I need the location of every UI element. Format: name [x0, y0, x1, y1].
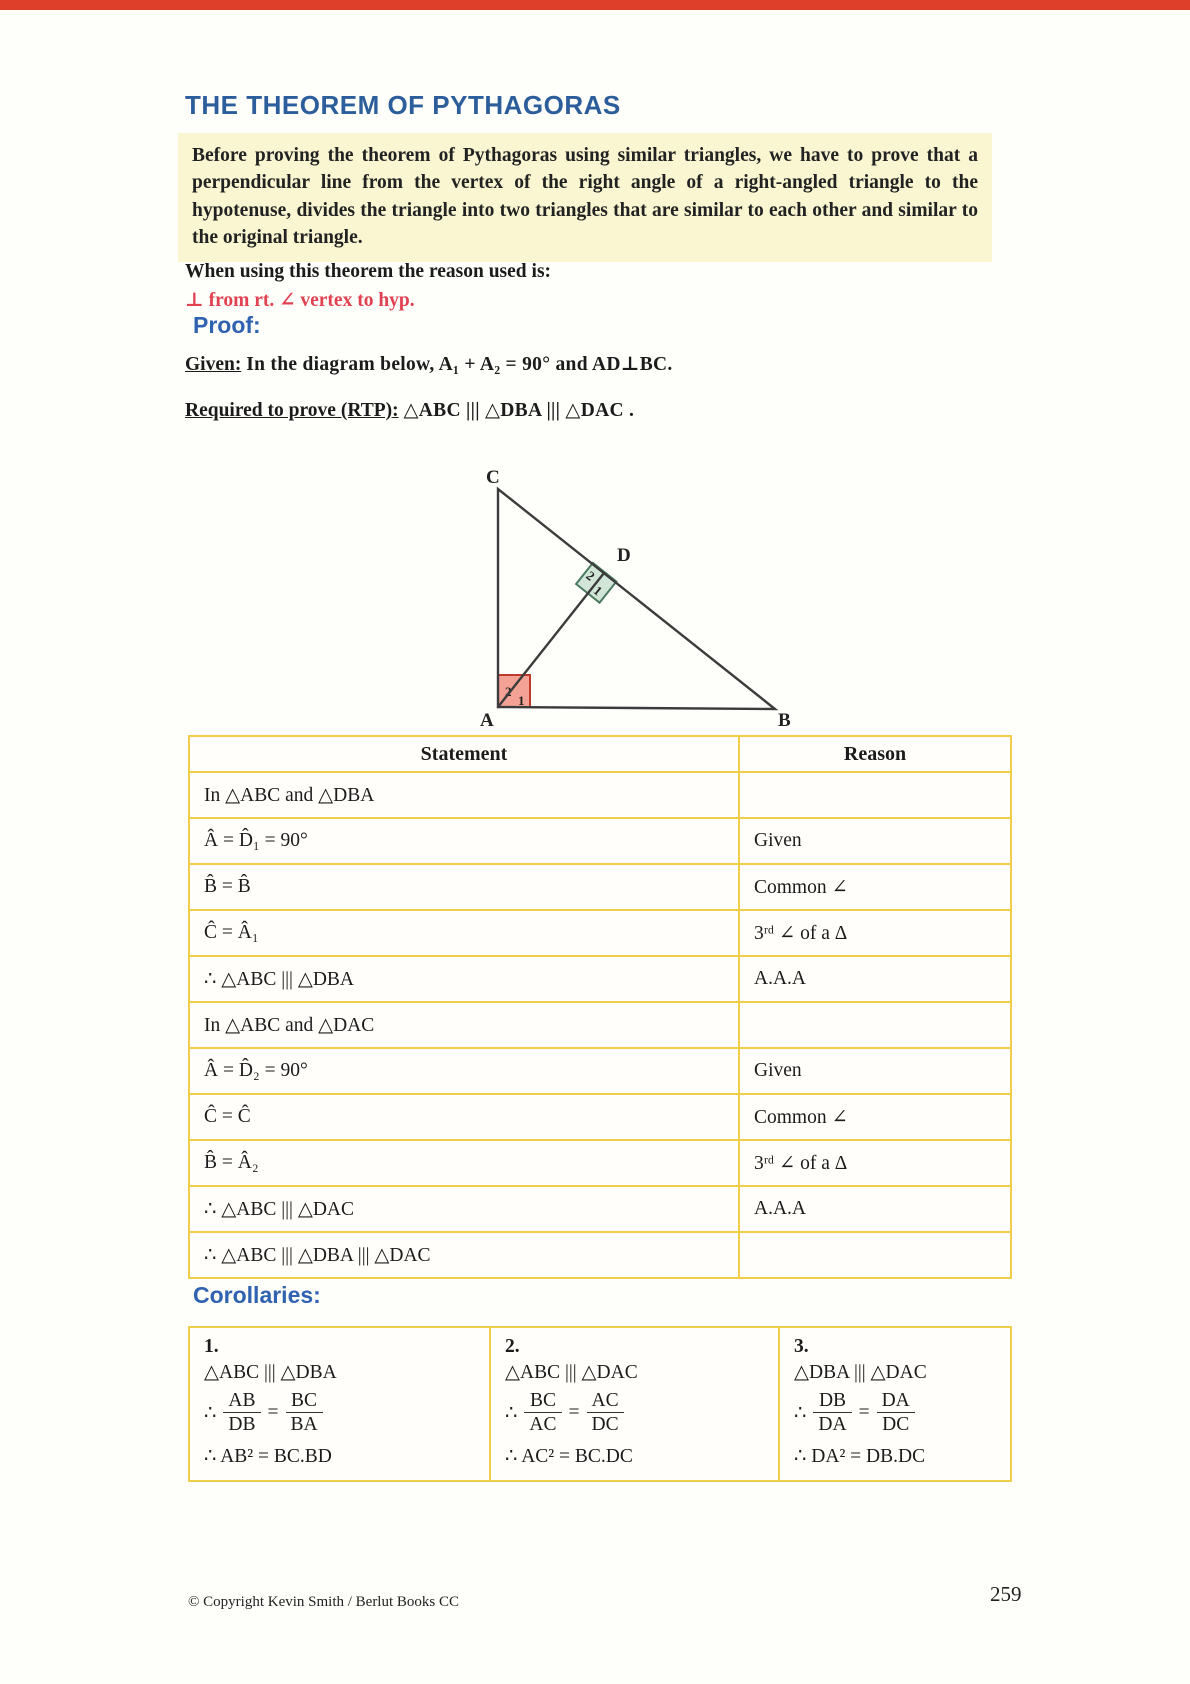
angle-2-label-at-a: 2: [505, 684, 512, 699]
statement-cell: Ĉ = Â₁: [189, 910, 739, 956]
angle-2-label-at-d: 2: [583, 567, 598, 584]
given-label: Given:: [185, 354, 242, 375]
proof-heading: Proof:: [193, 312, 261, 338]
statement-cell: Â = D̂₁ = 90°: [189, 818, 739, 864]
altitude-ad: [498, 573, 604, 707]
equals-sign: =: [568, 1401, 580, 1423]
statement-cell: ∴ △ABC ||| △DBA ||| △DAC: [189, 1232, 739, 1278]
table-row: [189, 910, 1011, 956]
reason-cell: Given: [739, 818, 1011, 864]
reason-cell: Common ∠: [739, 864, 1011, 910]
corollary-proportion: [204, 1390, 479, 1436]
corollaries-table: [188, 1326, 1010, 1482]
vertex-label-c: C: [486, 467, 500, 488]
statement-header: Statement: [189, 736, 739, 772]
right-angle-marker-a: [498, 675, 530, 708]
reason-cell: A.A.A: [739, 1186, 1011, 1232]
reason-cell: 3ʳᵈ ∠ of a Δ: [739, 910, 1011, 956]
corollary-similarity: △ABC ||| △DBA: [204, 1362, 337, 1383]
vertex-label-d: D: [617, 545, 631, 566]
intro-text: Before proving the theorem of Pythagoras using similar triangles, we have to prove that a perpendicular line from the vertex of the right angle of a right-angled triangle to the hypotenuse, divides the triangle into two triangles that are similar to each other and similar to the original triangle.: [192, 145, 978, 248]
table-row: [189, 1186, 1011, 1232]
fraction-right: $\frac{DA}{DC}$: [877, 1390, 915, 1436]
reason-cell: Common ∠: [739, 1094, 1011, 1140]
therefore-symbol: ∴: [505, 1402, 518, 1424]
therefore-symbol: ∴: [204, 1402, 217, 1424]
table-row: [189, 1140, 1011, 1186]
table-row: [189, 772, 1011, 818]
table-row: [189, 956, 1011, 1002]
top-edge-bar: [0, 0, 1190, 10]
statement-cell: ∴ △ABC ||| △DBA: [189, 956, 739, 1002]
corollary-similarity: △ABC ||| △DAC: [505, 1362, 638, 1383]
fraction-left: $\frac{DB}{DA}$: [813, 1390, 851, 1436]
therefore-symbol: ∴: [794, 1402, 807, 1424]
statement-cell: B̂ = Â₂: [189, 1140, 739, 1186]
triangle-diagram: [420, 432, 850, 732]
table-row: [189, 1094, 1011, 1140]
corollary-number: 2.: [505, 1336, 520, 1357]
fraction-left: $\frac{BC}{AC}$: [524, 1390, 561, 1436]
reason-header: Reason: [739, 736, 1011, 772]
equals-sign: =: [858, 1401, 870, 1423]
statement-cell: In △ABC and △DBA: [189, 772, 739, 818]
reason-cell: [739, 1002, 1011, 1048]
triangle-diagram-svg: [420, 432, 850, 732]
table-header-row: [189, 736, 1011, 772]
reason-cell: [739, 1232, 1011, 1278]
corollary-proportion: [505, 1390, 768, 1436]
reason-cell: Given: [739, 1048, 1011, 1094]
corollary-number: 1.: [204, 1336, 219, 1357]
proof-table: [188, 735, 1010, 1279]
angle-1-label-at-a: 1: [518, 693, 525, 708]
corollary-number: 3.: [794, 1336, 809, 1357]
fraction-right: $\frac{AC}{DC}$: [587, 1390, 624, 1436]
table-row: [189, 1048, 1011, 1094]
intro-highlight-box: [178, 133, 992, 262]
statement-cell: ∴ △ABC ||| △DAC: [189, 1186, 739, 1232]
rtp-label: Required to prove (RTP):: [185, 400, 399, 421]
copyright-line: © Copyright Kevin Smith / Berlut Books CC: [188, 1594, 459, 1610]
corollary-1-cell: [189, 1327, 490, 1481]
statement-cell: In △ABC and △DAC: [189, 1002, 739, 1048]
table-row: [189, 864, 1011, 910]
rtp-text: △ABC ||| △DBA ||| △DAC .: [403, 400, 635, 421]
table-row: [189, 818, 1011, 864]
table-row: [189, 1002, 1011, 1048]
equals-sign: =: [267, 1401, 279, 1423]
statement-cell: Ĉ = Ĉ: [189, 1094, 739, 1140]
corollaries-heading: Corollaries:: [193, 1282, 321, 1308]
rtp-line: [185, 398, 634, 422]
given-line: [185, 352, 673, 376]
reason-cell: 3ʳᵈ ∠ of a Δ: [739, 1140, 1011, 1186]
corollary-conclusion: ∴ AC² = BC.DC: [505, 1445, 633, 1467]
corollary-conclusion: ∴ AB² = BC.BD: [204, 1445, 332, 1467]
corollary-proportion: [794, 1390, 1000, 1436]
corollary-2-cell: [490, 1327, 779, 1481]
triangle-abc: [498, 489, 775, 709]
fraction-left: $\frac{AB}{DB}$: [223, 1390, 260, 1436]
table-row: [189, 1232, 1011, 1278]
given-text: In the diagram below, A₁ + A₂ = 90° and AD⊥BC.: [246, 354, 673, 375]
fraction-right: $\frac{BC}{BA}$: [286, 1390, 323, 1436]
reason-used-line: ⊥ from rt. ∠ vertex to hyp.: [185, 290, 415, 311]
page-title: THE THEOREM OF PYTHAGORAS: [185, 90, 621, 120]
page-number: 259: [990, 1582, 1022, 1606]
when-using-line: When using this theorem the reason used is:: [185, 261, 552, 282]
statement-cell: B̂ = B̂: [189, 864, 739, 910]
vertex-label-b: B: [778, 710, 791, 731]
corollary-similarity: △DBA ||| △DAC: [794, 1362, 927, 1383]
reason-cell: [739, 772, 1011, 818]
triangle-edges: [498, 489, 775, 709]
reason-cell: A.A.A: [739, 956, 1011, 1002]
corollary-conclusion: ∴ DA² = DB.DC: [794, 1445, 926, 1467]
angle-1-label-at-d: 1: [590, 582, 606, 599]
vertex-label-a: A: [480, 710, 494, 731]
corollary-3-cell: [779, 1327, 1011, 1481]
statement-cell: Â = D̂₂ = 90°: [189, 1048, 739, 1094]
